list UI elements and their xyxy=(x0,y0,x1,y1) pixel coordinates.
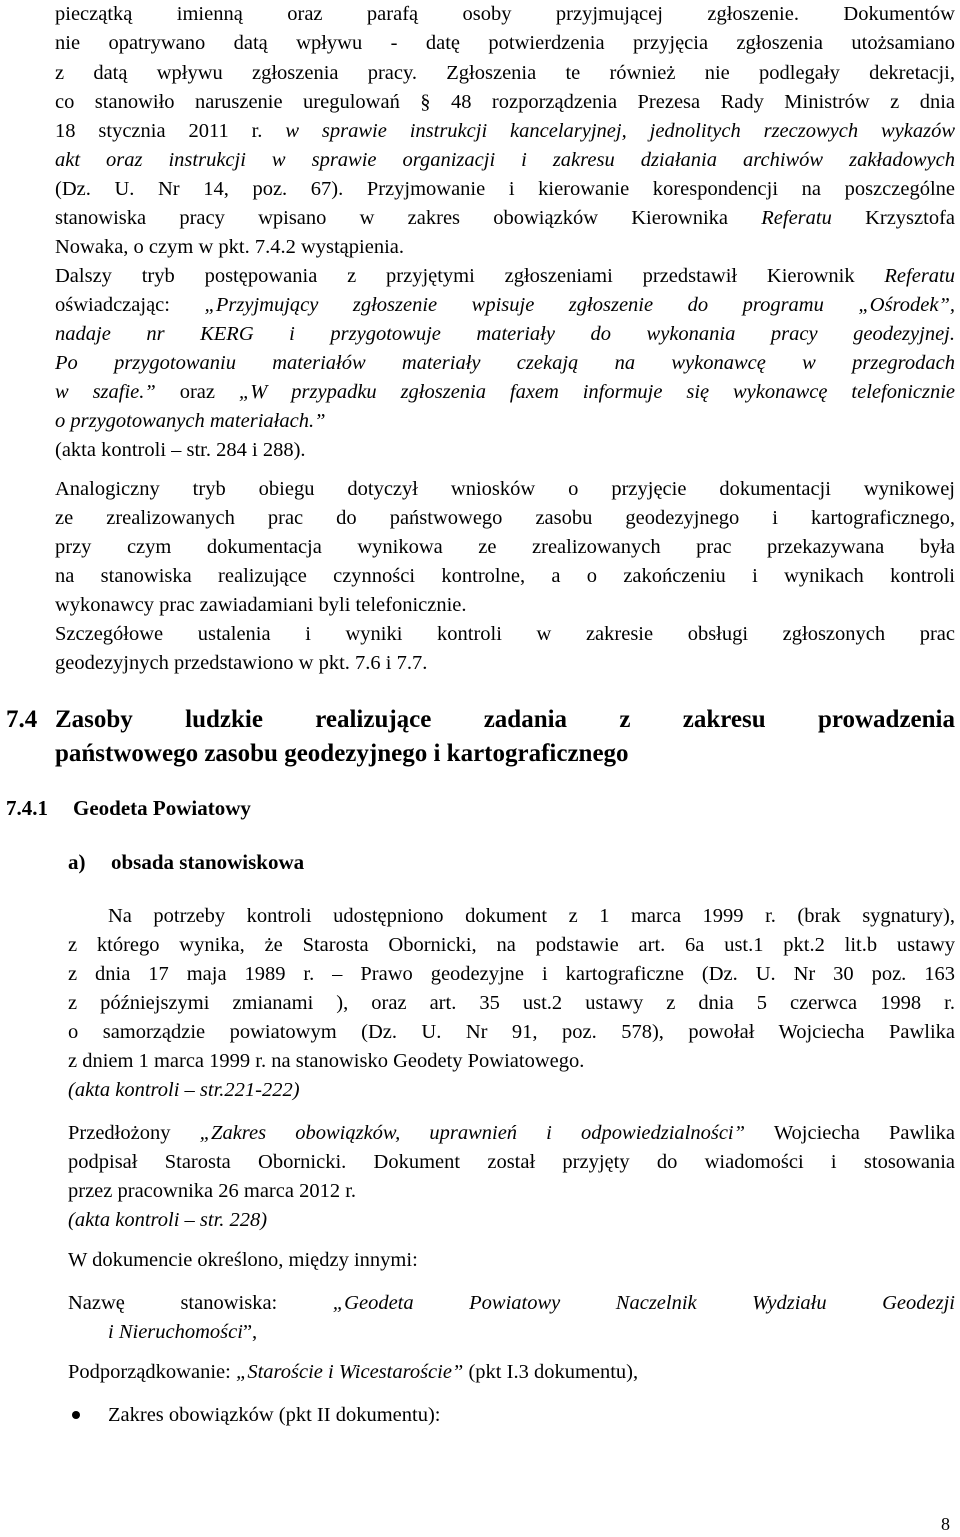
paragraph-line: W dokumencie określono, między innymi: xyxy=(68,1249,418,1271)
quote-line: Po przygotowaniu materiałów materiały czekają na wykonawcę w przegrodach xyxy=(55,352,955,374)
paragraph-line xyxy=(55,121,955,142)
bullet-icon xyxy=(72,1411,80,1419)
quote-text: „W przypadku zgłoszenia faxem informuje się wykonawcę telefonicznie xyxy=(238,381,956,403)
paragraph-line xyxy=(68,1362,638,1383)
paragraph-line: pieczątką imienną oraz parafą osoby przyjmującej zgłoszenie. Dokumentów xyxy=(55,3,955,25)
subsection-title: Geodeta Powiatowy xyxy=(73,796,251,820)
section-title: Zasoby ludzkie realizujące zadania z zakresu prowadzenia xyxy=(55,706,955,733)
text-span: stanowiska pracy wpisano w zakres obowiązków Kierownika xyxy=(55,207,729,229)
paragraph-line: Analogiczny tryb obiegu dotyczył wniosków o przyjęcie dokumentacji wynikowej xyxy=(55,478,955,500)
paragraph-line: z dnia 17 maja 1989 r. – Prawo geodezyjne i kartograficzne (Dz. U. Nr 30 poz. 163 xyxy=(68,963,955,985)
text-span: Krzysztofa xyxy=(865,207,956,229)
text-span: Wojciecha Pawlika xyxy=(773,1122,955,1144)
page-number: 8 xyxy=(941,1514,950,1534)
paragraph-line: wykonawcy prac zawiadamiani byli telefonicznie. xyxy=(55,594,467,616)
paragraph-line xyxy=(108,1322,257,1343)
quote-text: „Przyjmujący zgłoszenie wpisuje zgłoszenie do programu „Ośrodek”, xyxy=(204,294,955,316)
document-title: „Zakres obowiązków, uprawnień i odpowiedzialności” xyxy=(199,1122,746,1144)
quote-line: o przygotowanych materiałach.” xyxy=(55,410,326,432)
text-span: oświadczając: xyxy=(55,294,170,316)
paragraph-line: podpisał Starosta Obornicki. Dokument został przyjęty do wiadomości i stosowania xyxy=(68,1151,955,1173)
paragraph-line xyxy=(68,1123,955,1144)
paragraph-line: Szczegółowe ustalenia i wyniki kontroli w zakresie obsługi zgłoszonych prac xyxy=(55,623,955,645)
paragraph-line: nie opatrywano datą wpływu - datę potwierdzenia przyjęcia zgłoszenia utożsamiano xyxy=(55,32,955,54)
paragraph-line: co stanowiło naruszenie uregulowań § 48 rozporządzenia Prezesa Rady Ministrów z dnia xyxy=(55,91,955,113)
text-span: oraz xyxy=(179,381,215,403)
paragraph-line: akt oraz instrukcji w sprawie organizacji i zakresu działania archiwów zakładowych xyxy=(55,149,955,171)
subsubsection-title: obsada stanowiskowa xyxy=(111,850,305,874)
field-value: i Nieruchomości xyxy=(108,1321,243,1343)
list-marker: a) xyxy=(68,850,86,874)
quote-line: nadaje nr KERG i przygotowuje materiały do wykonania pracy geodezyjnej. xyxy=(55,323,955,345)
field-value: „Geodeta Powiatowy Naczelnik Wydziału Geodezji xyxy=(332,1292,955,1314)
italic-term: Referatu xyxy=(761,207,832,229)
text-span: Dalszy tryb postępowania z przyjętymi zgłoszeniami przedstawił Kierownik xyxy=(55,265,855,287)
paragraph-line: Na potrzeby kontroli udostępniono dokument z 1 marca 1999 r. (brak sygnatury), xyxy=(108,905,955,927)
italic-term: Referatu xyxy=(884,265,955,287)
paragraph-line: z dniem 1 marca 1999 r. na stanowisko Geodety Powiatowego. xyxy=(68,1050,585,1072)
paragraph-line: z którego wynika, że Starosta Obornicki, na podstawie art. 6a ust.1 pkt.2 lit.b ustawy xyxy=(68,934,955,956)
paragraph-line: na stanowiska realizujące czynności kontrolne, a o zakończeniu i wynikach kontroli xyxy=(55,565,955,587)
paragraph-line: z późniejszymi zmianami ), oraz art. 35 ust.2 ustawy z dnia 5 czerwca 1998 r. xyxy=(68,992,955,1014)
section-number: 7.4 xyxy=(6,706,38,733)
field-label: Podporządkowanie: xyxy=(68,1361,231,1383)
paragraph-line xyxy=(55,208,955,229)
subsection-number: 7.4.1 xyxy=(6,796,48,820)
text-span: ”, xyxy=(242,1321,258,1343)
source-reference: (akta kontroli – str. 284 i 288). xyxy=(55,439,306,461)
paragraph-line: Nowaka, o czym w pkt. 7.4.2 wystąpienia. xyxy=(55,236,404,258)
paragraph-line: o samorządzie powiatowym (Dz. U. Nr 91, poz. 578), powołał Wojciecha Pawlika xyxy=(68,1021,955,1043)
source-reference: (akta kontroli – str.221-222) xyxy=(68,1079,300,1101)
paragraph-line xyxy=(55,382,955,403)
field-value: „Staroście i Wicestaroście” xyxy=(235,1361,464,1383)
paragraph-line: (Dz. U. Nr 14, poz. 67). Przyjmowanie i kierowanie korespondencji na poszczególne xyxy=(55,178,955,200)
paragraph-line: przy czym dokumentacja wynikowa ze zrealizowanych prac przekazywana była xyxy=(55,536,955,558)
regulation-title: w sprawie instrukcji kancelaryjnej, jednolitych rzeczowych wykazów xyxy=(285,120,956,142)
paragraph-line: z datą wpływu zgłoszenia pracy. Zgłoszenia te również nie podlegały dekretacji, xyxy=(55,62,955,84)
paragraph-line: ze zrealizowanych prac do państwowego zasobu geodezyjnego i kartograficznego, xyxy=(55,507,955,529)
source-reference: (akta kontroli – str. 228) xyxy=(68,1209,268,1231)
section-title-line2: państwowego zasobu geodezyjnego i kartograficznego xyxy=(55,740,629,767)
text-span: Przedłożony xyxy=(68,1122,171,1144)
list-item: Zakres obowiązków (pkt II dokumentu): xyxy=(108,1404,441,1426)
quote-text: w szafie.” xyxy=(55,381,156,403)
date-text: 18 stycznia 2011 r. xyxy=(55,120,263,142)
paragraph-line xyxy=(68,1293,955,1314)
paragraph-line xyxy=(55,266,955,287)
paragraph-line: geodezyjnych przedstawiono w pkt. 7.6 i 7.7. xyxy=(55,652,428,674)
field-label: Nazwę stanowiska: xyxy=(68,1292,278,1314)
paragraph-line: przez pracownika 26 marca 2012 r. xyxy=(68,1180,357,1202)
paragraph-line xyxy=(55,295,955,316)
text-span: (pkt I.3 dokumentu), xyxy=(468,1361,639,1383)
